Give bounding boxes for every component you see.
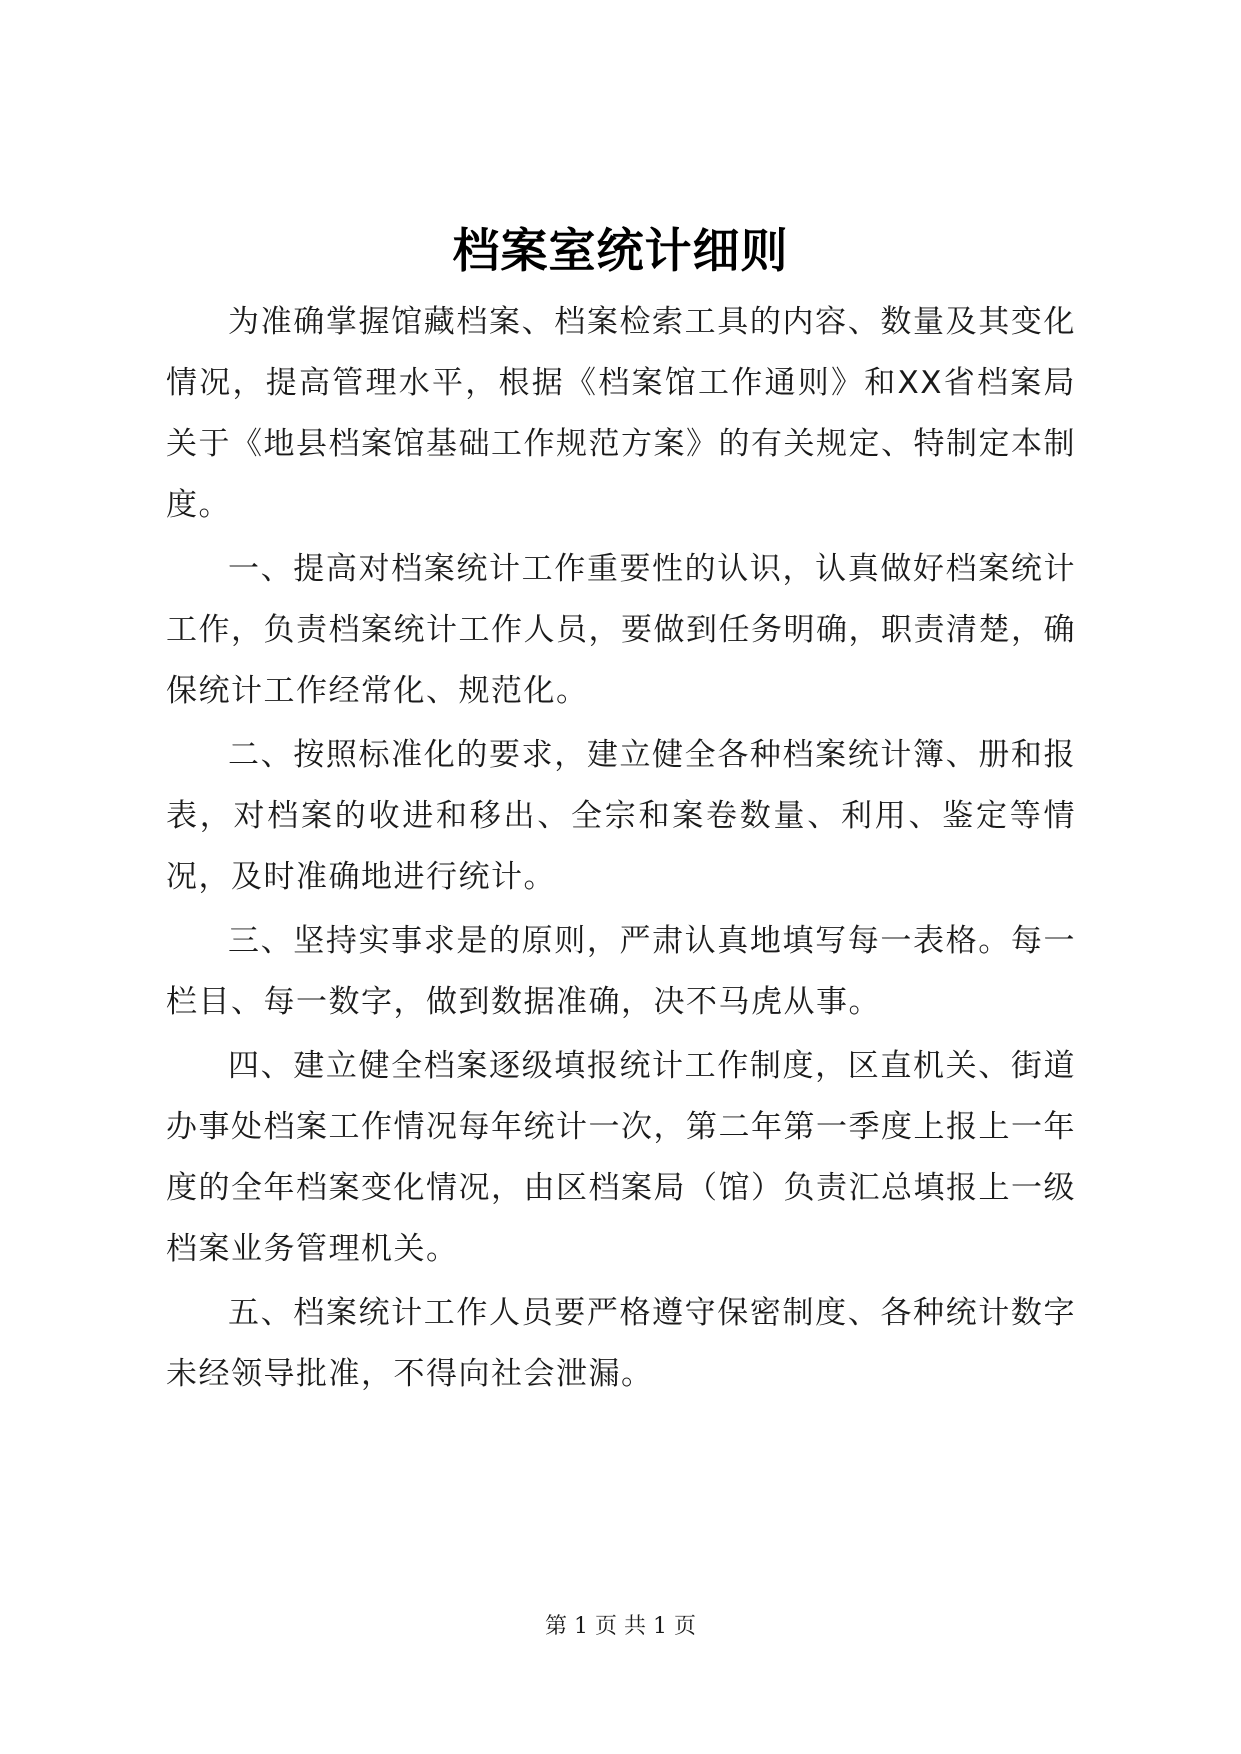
document-body	[166, 292, 1076, 1408]
paragraph-item-1: 一、提高对档案统计工作重要性的认识，认真做好档案统计工作，负责档案统计工作人员，要做到任务明确，职责清楚，确保统计工作经常化、规范化。	[166, 551, 1076, 709]
paragraph-item-2: 二、按照标准化的要求，建立健全各种档案统计簿、册和报表，对档案的收进和移出、全宗和案卷数量、利用、鉴定等情况，及时准确地进行统计。	[166, 737, 1076, 895]
paragraph-intro: 为准确掌握馆藏档案、档案检索工具的内容、数量及其变化情况，提高管理水平，根据《档案馆工作通则》和XX省档案局关于《地县档案馆基础工作规范方案》的有关规定、特制定本制度。	[166, 304, 1076, 523]
paragraph-item-5: 五、档案统计工作人员要严格遵守保密制度、各种统计数字未经领导批准，不得向社会泄漏。	[166, 1295, 1076, 1392]
paragraph-item-3: 三、坚持实事求是的原则，严肃认真地填写每一表格。每一栏目、每一数字，做到数据准确，决不马虎从事。	[166, 923, 1076, 1020]
paragraph-item-4: 四、建立健全档案逐级填报统计工作制度，区直机关、街道办事处档案工作情况每年统计一次，第二年第一季度上报上一年度的全年档案变化情况，由区档案局（馆）负责汇总填报上一级档案业务管理机关。	[166, 1048, 1076, 1267]
document-title: 档案室统计细则	[452, 224, 789, 279]
page-footer: 第 1 页 共 1 页	[545, 1614, 696, 1639]
